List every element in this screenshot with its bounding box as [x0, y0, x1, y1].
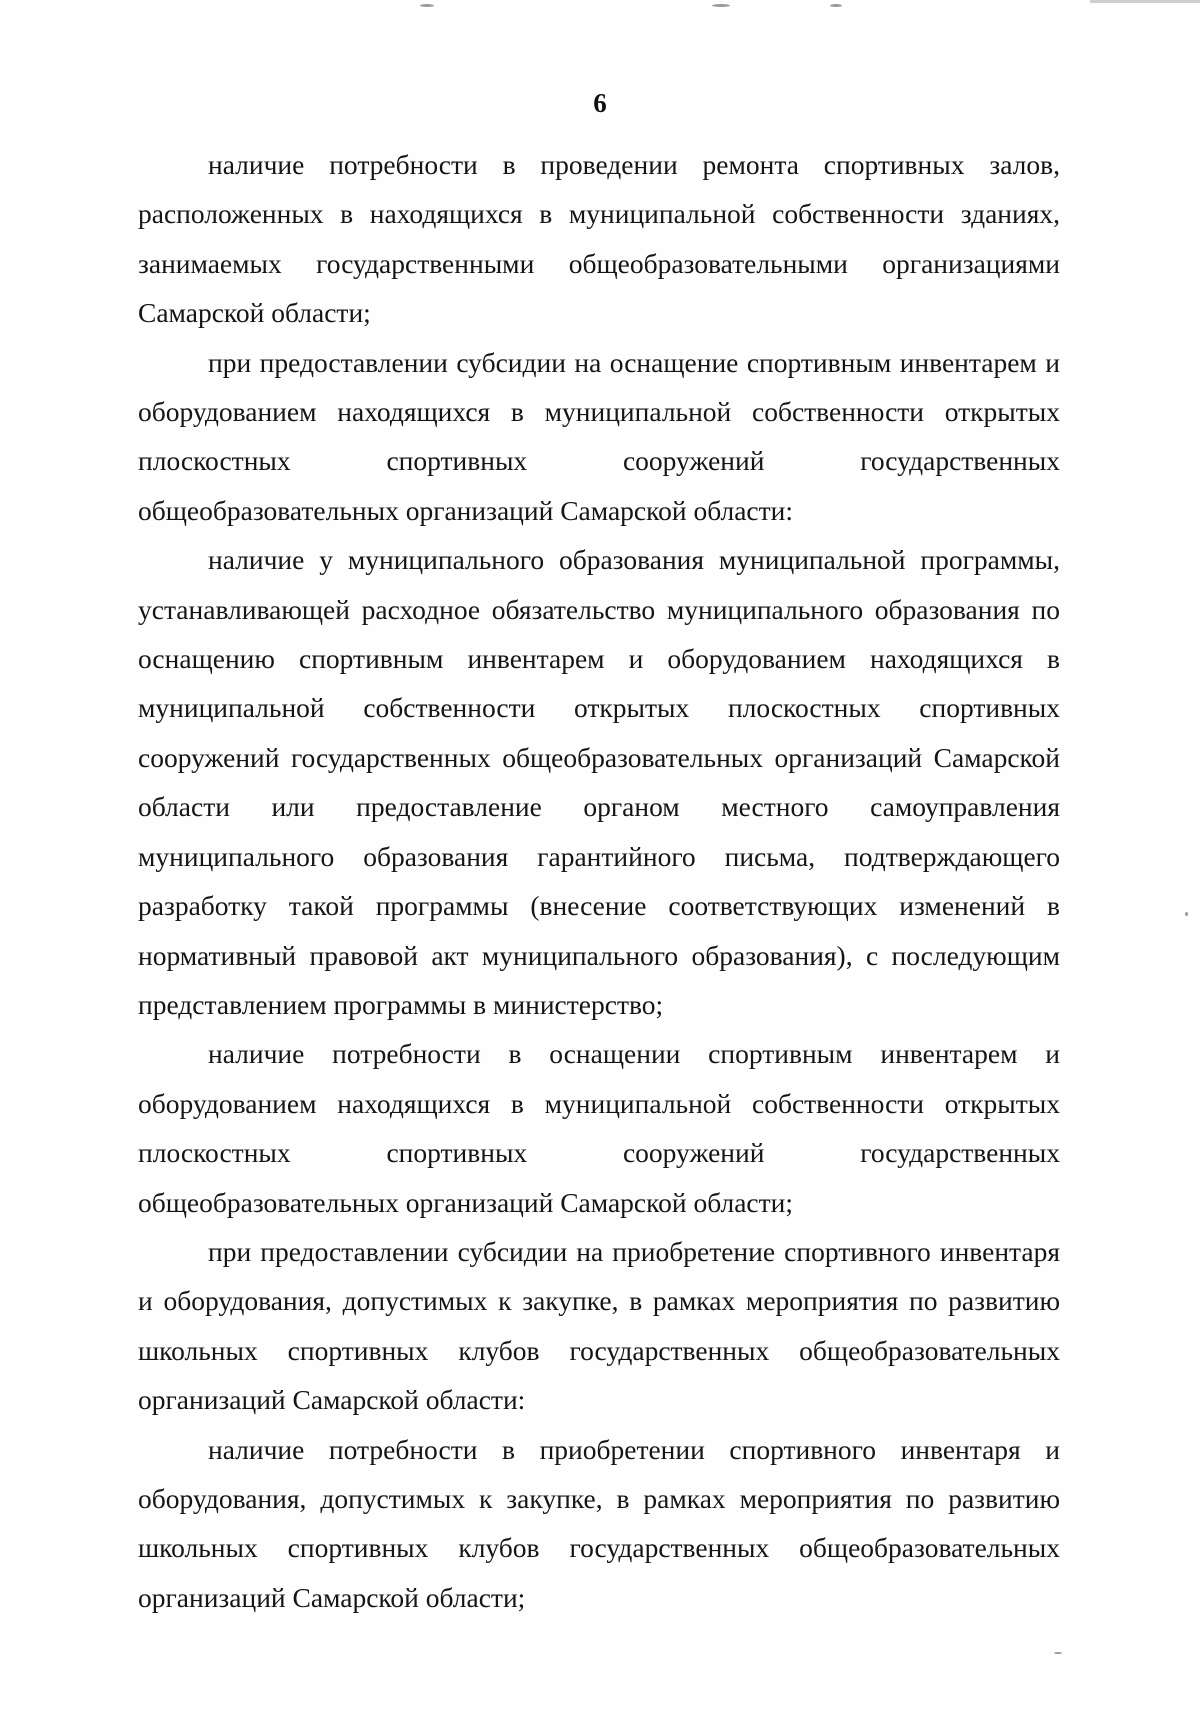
scan-speck	[1054, 1652, 1062, 1654]
paragraph: наличие потребности в проведении ремонта спортивных залов, расположенных в находящихся в муниципальной собственности зданиях, занимаемых государственными общеобразовательными организациями Самарской области;	[138, 149, 1060, 329]
scan-speck	[1185, 912, 1188, 916]
paragraph: наличие потребности в приобретении спортивного инвентаря и оборудования, допустимых к закупке, в рамках мероприятия по развитию школьных спортивных клубов государственных общеобразовательных организаций Самарской области;	[138, 1433, 1060, 1613]
paragraph: при предоставлении субсидии на оснащение спортивным инвентарем и оборудованием находящихся в муниципальной собственности открытых плоскостных спортивных сооружений государственных общеобразовательных организаций Самарской области:	[138, 346, 1060, 526]
scan-speck	[420, 4, 434, 7]
document-body	[138, 140, 1060, 1622]
paragraph: наличие у муниципального образования муниципальной программы, устанавливающей расходное обязательство муниципального образования по оснащению спортивным инвентарем и оборудованием находящихся в муниципальной собственности открытых плоскостных спортивных сооружений государственных общеобразовательных организаций Самарской области или предоставление органом местного самоуправления муниципального образования гарантийного письма, подтверждающего разработку такой программы (внесение соответствующих изменений в нормативный правовой акт муниципального образования), с последующим представлением программы в министерство;	[138, 544, 1060, 1020]
scan-speck	[712, 4, 730, 7]
paragraph: наличие потребности в оснащении спортивным инвентарем и оборудованием находящихся в муниципальной собственности открытых плоскостных спортивных сооружений государственных общеобразовательных организаций Самарской области;	[138, 1038, 1060, 1218]
scan-speck	[830, 4, 842, 7]
paragraph: при предоставлении субсидии на приобретение спортивного инвентаря и оборудования, допустимых к закупке, в рамках мероприятия по развитию школьных спортивных клубов государственных общеобразовательных организаций Самарской области:	[138, 1235, 1060, 1416]
scan-edge-mark	[1090, 0, 1200, 3]
page-number: 6	[593, 88, 607, 118]
